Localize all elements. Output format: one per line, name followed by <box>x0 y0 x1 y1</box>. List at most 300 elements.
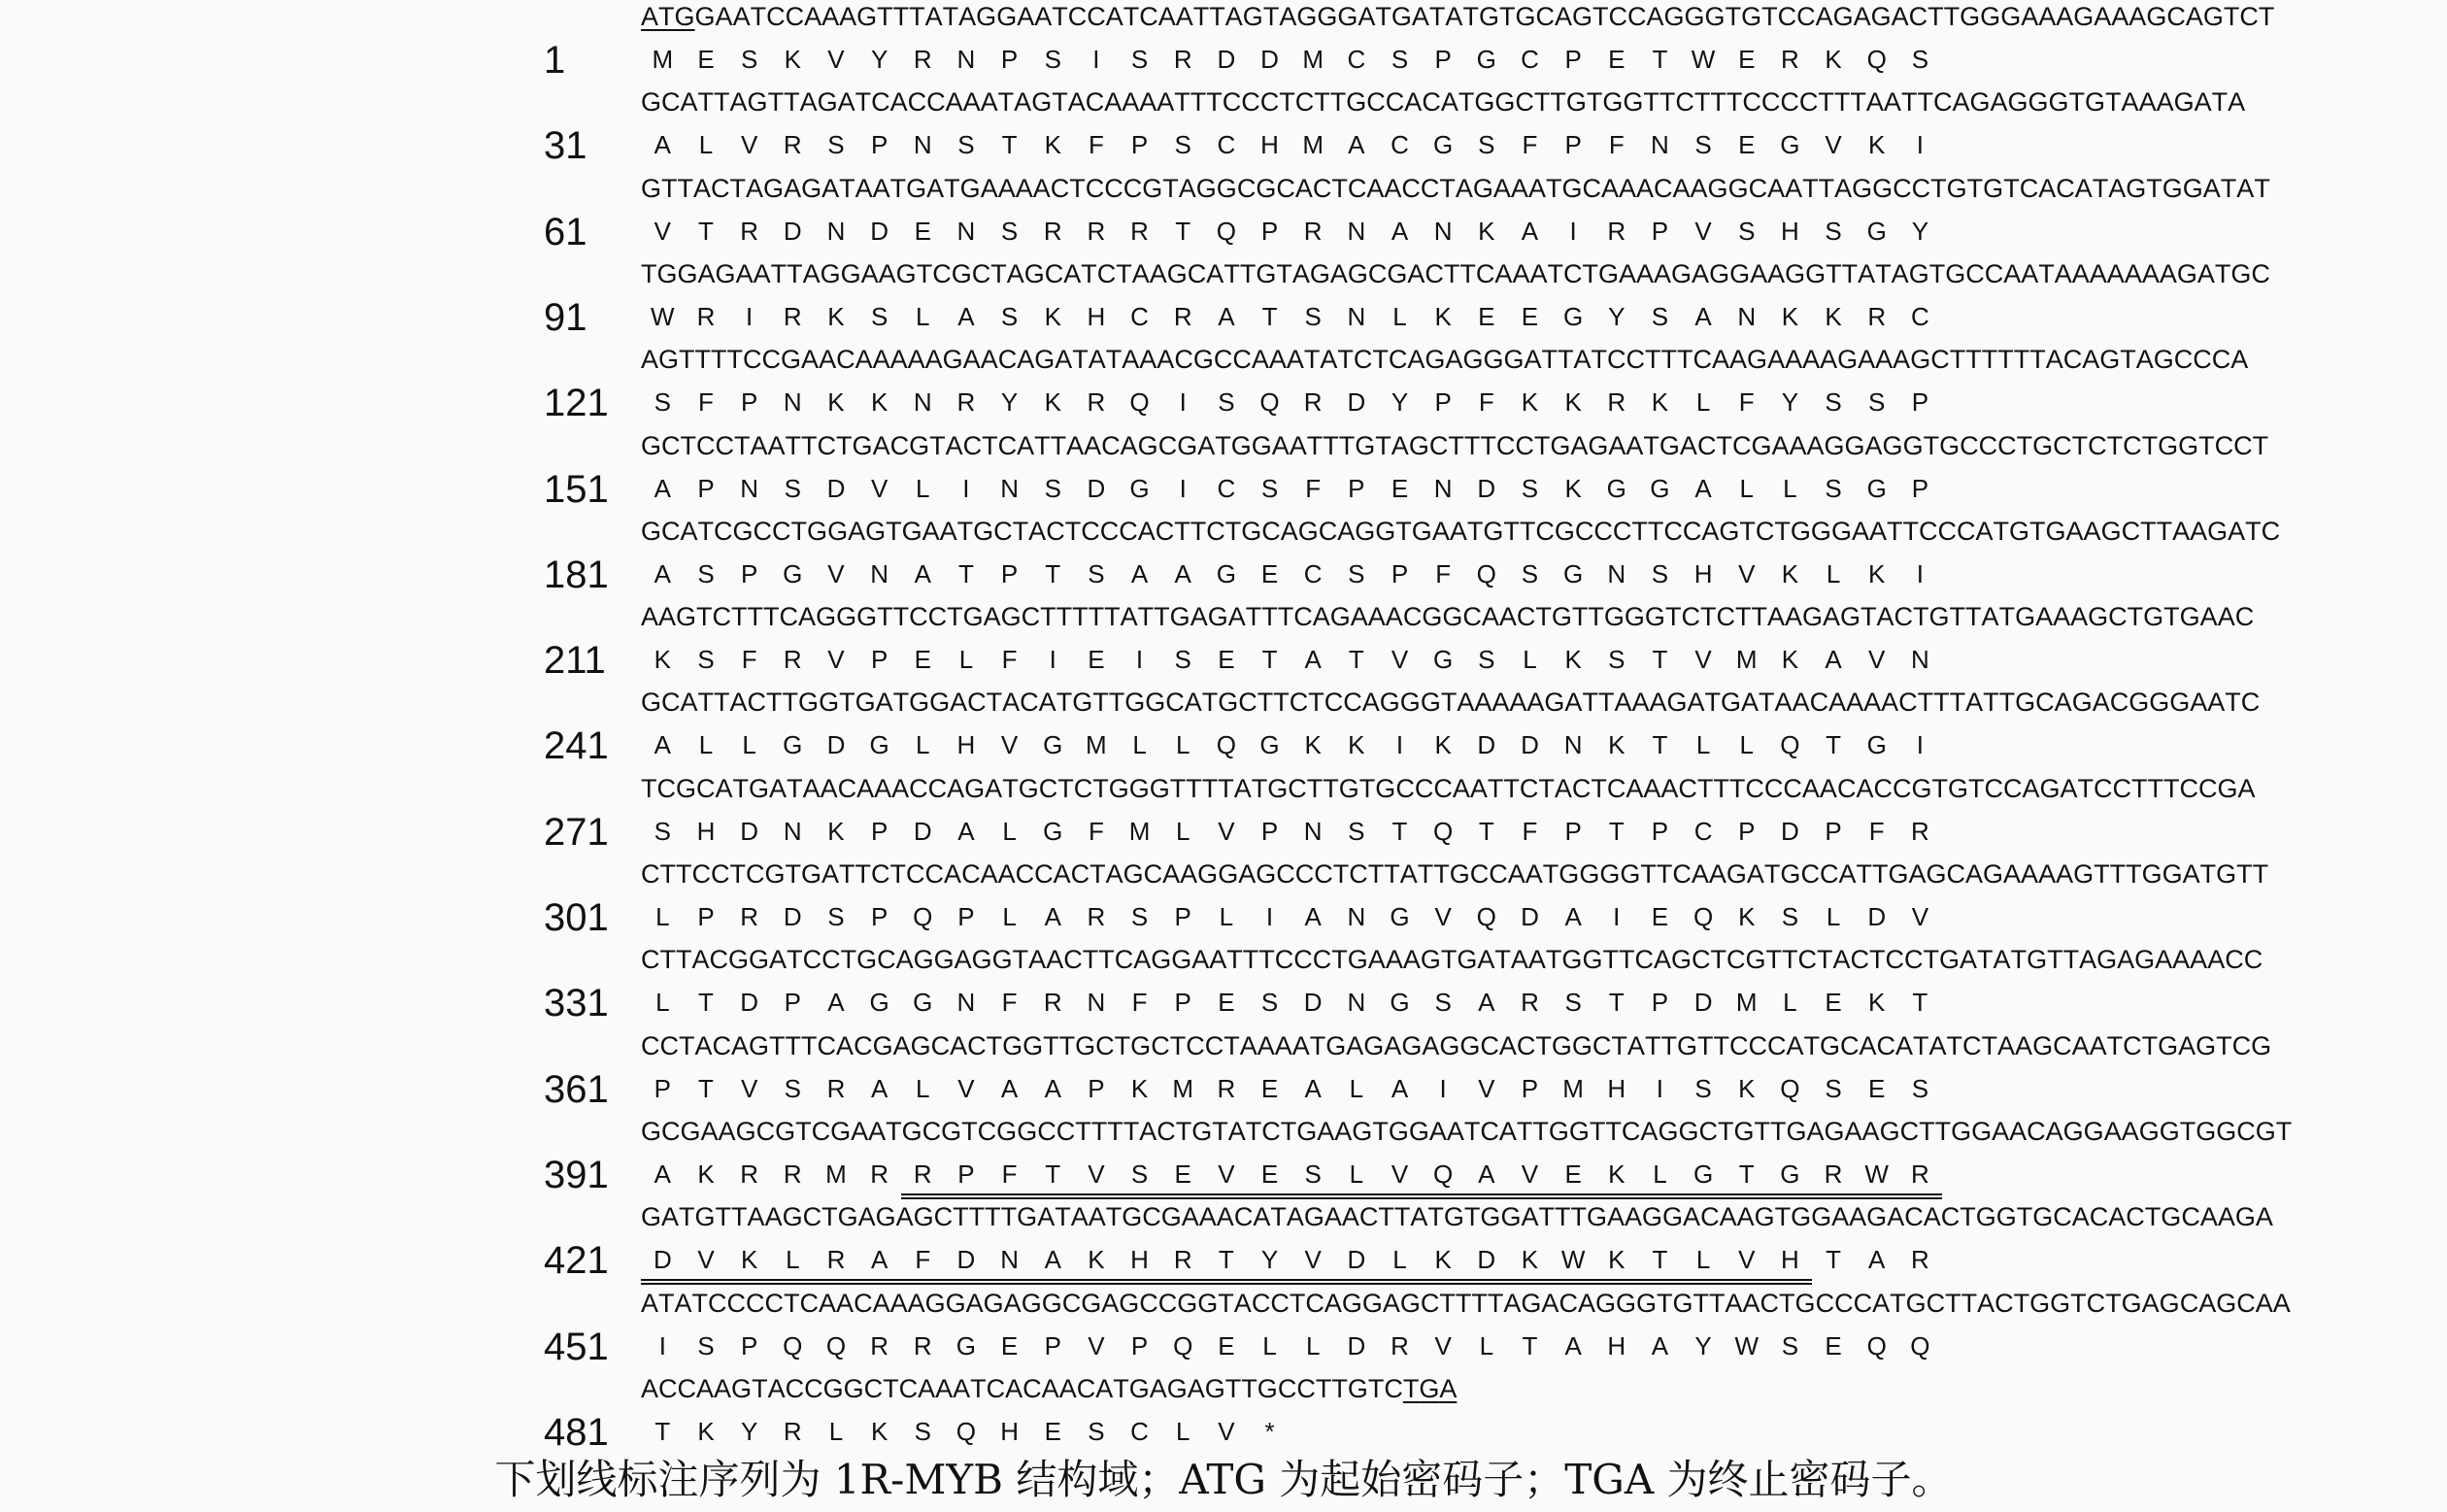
nucleotide: T <box>1123 2 1140 31</box>
nucleotide: G <box>1388 1116 1409 1146</box>
nucleotide: T <box>2013 1288 2030 1318</box>
nucleotide: C <box>711 173 730 203</box>
nucleotide: C <box>927 602 948 632</box>
nucleotide: T <box>1588 602 1604 632</box>
nucleotide: G <box>1928 602 1950 632</box>
nucleotide: G <box>1166 258 1188 288</box>
nucleotide: T <box>1433 859 1450 889</box>
nucleotide: A <box>2178 1030 2196 1060</box>
nucleotide: G <box>1379 688 1400 718</box>
amino-acid: T <box>1652 45 1668 74</box>
nucleotide: G <box>1751 430 1772 460</box>
nucleotide: A <box>1227 1116 1246 1146</box>
amino-acid: Q <box>955 1416 977 1446</box>
nucleotide: G <box>1122 1202 1143 1232</box>
amino-acid: S <box>1478 130 1495 160</box>
amino-acid: P <box>1434 45 1452 74</box>
nucleotide: G <box>1733 1116 1755 1146</box>
nucleotide: G <box>1635 1288 1657 1318</box>
amino-acid: E <box>1088 645 1105 675</box>
nucleotide: G <box>1149 773 1170 803</box>
nucleotide: G <box>1123 859 1144 889</box>
nucleotide: A <box>1063 258 1082 288</box>
nucleotide: G <box>996 2 1018 31</box>
amino-acid: P <box>784 988 801 1018</box>
nucleotide: T <box>2094 859 2110 889</box>
amino-acid: D <box>740 816 759 846</box>
amino-acid: K <box>1508 1243 1552 1276</box>
nucleotide: T <box>1869 945 1886 975</box>
nucleotide: T <box>2179 1116 2196 1146</box>
amino-acid: I <box>1092 45 1100 74</box>
nucleotide: C <box>753 516 773 546</box>
amino-acid: E <box>1218 645 1235 675</box>
nucleotide: T <box>1494 945 1511 975</box>
nucleotide: C <box>2179 1288 2199 1318</box>
nucleotide: A <box>1990 87 2008 118</box>
nucleotide: G <box>1317 2 1338 31</box>
nucleotide: C <box>1904 1202 1924 1232</box>
amino-acid: P <box>1174 988 1191 1018</box>
nucleotide: G <box>901 1116 922 1146</box>
nucleotide: T <box>2106 430 2124 460</box>
nucleotide: T <box>2245 516 2262 546</box>
nucleotide: T <box>1114 1030 1131 1060</box>
amino-acid: S <box>1118 1158 1161 1191</box>
nucleotide: G <box>945 1288 966 1318</box>
nucleotide: A <box>1789 430 1807 460</box>
nucleotide: C <box>1873 773 1893 803</box>
amino-acid: V <box>1218 816 1235 846</box>
nucleotide: C <box>2166 2 2186 31</box>
nucleotide: T <box>1439 1288 1456 1318</box>
nucleotide: G <box>2159 1288 2180 1318</box>
nucleotide: G <box>2028 87 2049 118</box>
nucleotide: A <box>1088 1202 1106 1232</box>
nucleotide: T <box>1050 430 1067 460</box>
nucleotide: T <box>889 173 907 203</box>
amino-acid: G <box>1866 216 1887 246</box>
nucleotide: C <box>712 602 732 632</box>
nucleotide: G <box>680 1116 701 1146</box>
amino-acid: P <box>1564 816 1582 846</box>
nucleotide: A <box>1564 688 1583 718</box>
nucleotide: C <box>1898 688 1918 718</box>
nucleotide: A <box>746 173 764 203</box>
nucleotide: G <box>2216 859 2237 889</box>
protein-sequence <box>641 643 1942 676</box>
amino-acid: K <box>1044 130 1061 160</box>
amino-acid: V <box>1434 1330 1452 1361</box>
nucleotide: C <box>2108 602 2128 632</box>
nucleotide: A <box>1105 2 1123 31</box>
nucleotide: G <box>1041 1288 1062 1318</box>
nucleotide: A <box>1187 1373 1205 1403</box>
nucleotide: A <box>2141 258 2160 288</box>
nucleotide: A <box>1856 773 1874 803</box>
nucleotide: A <box>2053 602 2071 632</box>
nucleotide: T <box>877 602 893 632</box>
nucleotide: G <box>1684 2 1705 31</box>
amino-acid: S <box>654 387 671 418</box>
amino-acid: F <box>1738 387 1755 418</box>
nucleotide: A <box>1190 602 1208 632</box>
nucleotide: C <box>1798 87 1819 118</box>
nucleotide: T <box>1088 602 1105 632</box>
nucleotide: T <box>1098 945 1115 975</box>
nucleotide: T <box>729 859 746 889</box>
protein-sequence <box>641 300 1942 333</box>
nucleotide: A <box>1404 87 1423 118</box>
nucleotide: T <box>1262 2 1280 31</box>
nucleotide: T <box>1774 516 1791 546</box>
nucleotide: A <box>2038 859 2057 889</box>
nucleotide: C <box>1663 516 1683 546</box>
amino-acid: M <box>1172 1073 1194 1103</box>
nucleotide: T <box>1949 345 1966 375</box>
nucleotide: A <box>875 688 893 718</box>
amino-acid: G <box>1562 301 1584 331</box>
nucleotide: A <box>1317 1116 1335 1146</box>
nucleotide: T <box>2131 773 2148 803</box>
nucleotide: C <box>1978 430 1998 460</box>
nucleotide: A <box>2138 87 2157 118</box>
nucleotide: C <box>1783 773 1802 803</box>
nucleotide: A <box>1858 258 1876 288</box>
nucleotide: A <box>1844 1116 1862 1146</box>
nucleotide: C <box>2214 430 2234 460</box>
nucleotide: C <box>1612 516 1632 546</box>
amino-acid: E <box>1738 130 1756 160</box>
nucleotide: A <box>2003 258 2022 288</box>
nucleotide: T <box>1012 945 1029 975</box>
protein-sequence <box>641 1158 1942 1191</box>
nucleotide: G <box>1341 1288 1362 1318</box>
nucleotide: A <box>1181 1202 1199 1232</box>
nucleotide: T <box>1602 945 1619 975</box>
nucleotide: G <box>1256 173 1277 203</box>
nucleotide: A <box>1084 430 1102 460</box>
nucleotide: C <box>1037 1116 1056 1146</box>
nucleotide: T <box>1886 516 1903 546</box>
nucleotide: A <box>1802 345 1821 375</box>
nucleotide: A <box>1271 430 1290 460</box>
nucleotide: G <box>1204 1373 1225 1403</box>
sequence-row <box>0 429 2447 515</box>
nucleotide: A <box>1238 859 1257 889</box>
nucleotide: C <box>1475 258 1495 288</box>
nucleotide: A <box>1017 2 1035 31</box>
amino-acid: S <box>1260 988 1279 1018</box>
nucleotide: A <box>1875 345 1894 375</box>
nucleotide: G <box>801 173 822 203</box>
nucleotide: G <box>1503 345 1525 375</box>
amino-acid: L <box>1783 988 1797 1018</box>
nucleotide: C <box>1626 345 1646 375</box>
nucleotide: A <box>1452 773 1470 803</box>
amino-acid: K <box>1868 558 1886 588</box>
nucleotide: T <box>2144 1202 2162 1232</box>
nucleotide: T <box>1154 602 1170 632</box>
nucleotide: T <box>1704 688 1722 718</box>
amino-acid: T <box>1031 1158 1075 1191</box>
nucleotide: A <box>1792 688 1810 718</box>
nucleotide: T <box>1116 258 1132 288</box>
nucleotide: T <box>1443 258 1460 288</box>
nucleotide: C <box>863 1373 884 1403</box>
nucleotide: T <box>1201 773 1219 803</box>
nucleotide: T <box>1967 773 1985 803</box>
nucleotide: A <box>1554 2 1572 31</box>
amino-acid: Y <box>870 45 888 74</box>
nucleotide: A <box>1541 1288 1559 1318</box>
nucleotide: A <box>2056 2 2074 31</box>
protein-sequence <box>641 472 1942 505</box>
amino-acid: M <box>1735 645 1758 675</box>
figure-caption: 下划线标注序列为 1R-MYB 结构域；ATG 为起始密码子；TGA 为终止密码子。 <box>494 1456 1953 1503</box>
nucleotide: T <box>1303 345 1321 375</box>
nucleotide: C <box>661 87 681 118</box>
nucleotide: G <box>2230 258 2252 288</box>
nucleotide: G <box>1824 430 1845 460</box>
amino-acid: A <box>1651 1330 1669 1361</box>
nucleotide: C <box>1384 1373 1403 1403</box>
nucleotide: G <box>1709 258 1730 288</box>
nucleotide: G <box>1191 1116 1213 1146</box>
amino-acid: S <box>740 45 758 74</box>
nucleotide: T <box>787 258 803 288</box>
nucleotide: G <box>1819 1030 1840 1060</box>
amino-acid: K <box>827 816 845 846</box>
nucleotide: A <box>1477 945 1495 975</box>
nucleotide: G <box>2255 1116 2276 1146</box>
nucleotide: G <box>1741 2 1762 31</box>
nucleotide: A <box>1446 1116 1464 1146</box>
nucleotide: T <box>1605 1116 1622 1146</box>
nucleotide: T <box>1759 688 1775 718</box>
nucleotide: T <box>1455 1288 1472 1318</box>
nucleotide: T <box>1378 1202 1394 1232</box>
amino-acid: R <box>1087 902 1106 931</box>
nucleotide: T <box>1279 87 1295 118</box>
nucleotide: C <box>1559 1288 1578 1318</box>
amino-acid: F <box>1868 816 1885 846</box>
nucleotide: A <box>1439 1373 1458 1403</box>
amino-acid: S <box>1694 1073 1712 1103</box>
amino-acid: K <box>654 645 671 675</box>
amino-acid: T <box>1001 130 1018 160</box>
nucleotide: A <box>962 345 981 375</box>
amino-acid: D <box>740 988 759 1018</box>
nucleotide: G <box>2100 516 2122 546</box>
amino-acid: V <box>827 45 845 74</box>
nucleotide: C <box>1324 688 1344 718</box>
nucleotide: T <box>886 516 902 546</box>
nucleotide: T <box>1998 688 2016 718</box>
nucleotide: A <box>2199 602 2218 632</box>
nucleotide: A <box>889 345 908 375</box>
nucleotide: G <box>1108 773 1129 803</box>
nucleotide: C <box>997 430 1018 460</box>
nucleotide: A <box>1618 173 1636 203</box>
nucleotide: C <box>2112 773 2132 803</box>
nucleotide: T <box>1372 345 1389 375</box>
amino-acid: F <box>901 1243 945 1276</box>
nucleotide: A <box>1015 173 1033 203</box>
nucleotide: G <box>2073 859 2095 889</box>
protein-sequence <box>641 1243 1942 1276</box>
nucleotide: C <box>1634 945 1654 975</box>
nucleotide: T <box>1440 945 1458 975</box>
nucleotide: A <box>1058 1373 1077 1403</box>
nucleotide: G <box>1480 1202 1501 1232</box>
nucleotide: C <box>1462 602 1482 632</box>
nucleotide: G <box>1551 1030 1572 1060</box>
amino-acid: T <box>1478 816 1494 846</box>
nucleotide: A <box>1521 1202 1539 1232</box>
nucleotide: A <box>950 688 968 718</box>
nucleotide: C <box>854 1288 873 1318</box>
nucleotide: G <box>2162 173 2183 203</box>
nucleotide: G <box>676 602 697 632</box>
nucleotide: G <box>1151 945 1172 975</box>
nucleotide: C <box>1681 602 1700 632</box>
nucleotide: T <box>1923 945 1940 975</box>
nucleotide: G <box>2032 1202 2054 1232</box>
nucleotide: G <box>1597 258 1619 288</box>
nucleotide: G <box>676 773 697 803</box>
nucleotide: T <box>1946 1030 1963 1060</box>
nucleotide: C <box>1222 87 1242 118</box>
nucleotide: T <box>1977 945 1994 975</box>
amino-acid: M <box>1128 816 1151 846</box>
nucleotide: C <box>1139 1288 1158 1318</box>
amino-acid: I <box>1569 216 1577 246</box>
nucleotide: T <box>1913 1030 1929 1060</box>
amino-acid: E <box>1868 1073 1886 1103</box>
nucleotide: T <box>1591 773 1607 803</box>
nucleotide: C <box>1892 773 1912 803</box>
sequence-row <box>0 343 2447 428</box>
nucleotide: C <box>2233 430 2253 460</box>
amino-acid: A <box>1391 1073 1409 1103</box>
amino-acid: G <box>955 1330 977 1361</box>
nucleotide: T <box>1276 258 1292 288</box>
nucleotide: C <box>1796 2 1816 31</box>
nucleotide: C <box>930 1030 951 1060</box>
nucleotide: A <box>1014 87 1032 118</box>
nucleotide: A <box>1606 1202 1625 1232</box>
nucleotide: A <box>680 87 698 118</box>
nucleotide: C <box>1535 516 1555 546</box>
nucleotide: A <box>2228 516 2246 546</box>
dna-sequence <box>641 600 2255 633</box>
nucleotide: T <box>2147 773 2164 803</box>
nucleotide: G <box>1457 945 1478 975</box>
nucleotide: G <box>1346 87 1367 118</box>
nucleotide: A <box>1742 1288 1760 1318</box>
nucleotide: T <box>2236 859 2253 889</box>
amino-acid: H <box>956 730 976 760</box>
nucleotide: T <box>1965 602 1982 632</box>
nucleotide: G <box>1658 1116 1679 1146</box>
nucleotide: C <box>1294 859 1315 889</box>
amino-acid: V <box>1694 216 1712 246</box>
protein-sequence <box>641 386 1942 419</box>
amino-acid: P <box>1130 1330 1149 1361</box>
nucleotide: A <box>1449 516 1467 546</box>
nucleotide: A <box>1239 1030 1257 1060</box>
amino-acid: N <box>1347 902 1366 931</box>
amino-acid: K <box>870 1416 888 1446</box>
nucleotide: A <box>1055 345 1073 375</box>
nucleotide: C <box>1760 87 1781 118</box>
nucleotide: G <box>1022 1030 1044 1060</box>
nucleotide: G <box>641 688 662 718</box>
nucleotide: A <box>767 430 786 460</box>
nucleotide: A <box>1872 1288 1891 1318</box>
amino-acid: I <box>658 1330 666 1361</box>
nucleotide: C <box>1894 602 1914 632</box>
nucleotide: T <box>2198 430 2215 460</box>
nucleotide: G <box>1785 258 1806 288</box>
nucleotide: A <box>1750 258 1768 288</box>
residue-number: 91 <box>544 295 587 339</box>
nucleotide: A <box>1507 859 1525 889</box>
amino-acid: P <box>870 130 888 160</box>
nucleotide: C <box>1151 1030 1170 1060</box>
nucleotide: T <box>2214 258 2231 288</box>
nucleotide: A <box>980 87 998 118</box>
amino-acid: D <box>1521 902 1539 931</box>
nucleotide: T <box>1241 1373 1257 1403</box>
amino-acid: E <box>1738 45 1756 74</box>
nucleotide: G <box>1951 1116 1972 1146</box>
nucleotide: G <box>1908 258 1929 288</box>
nucleotide: G <box>2032 1030 2054 1060</box>
nucleotide: G <box>2000 2 2022 31</box>
nucleotide: A <box>2009 1116 2028 1146</box>
nucleotide: G <box>1852 173 1873 203</box>
nucleotide: A <box>1324 1288 1342 1318</box>
nucleotide: T <box>696 602 713 632</box>
nucleotide: A <box>1279 2 1297 31</box>
nucleotide: T <box>697 516 715 546</box>
nucleotide: A <box>1928 1030 1947 1060</box>
amino-acid: A <box>914 558 931 588</box>
nucleotide: C <box>1672 859 1692 889</box>
amino-acid: P <box>1434 387 1452 418</box>
nucleotide: T <box>1498 2 1516 31</box>
nucleotide: C <box>711 859 730 889</box>
amino-acid: T <box>654 1416 671 1446</box>
nucleotide: G <box>1023 258 1045 288</box>
nucleotide: A <box>2272 1288 2291 1318</box>
amino-acid: D <box>1781 816 1799 846</box>
amino-acid: H <box>1607 1330 1626 1361</box>
nucleotide: T <box>2140 516 2157 546</box>
nucleotide: C <box>1834 1288 1854 1318</box>
nucleotide: A <box>1104 87 1123 118</box>
amino-acid: Y <box>740 1416 758 1446</box>
nucleotide: C <box>1063 945 1083 975</box>
nucleotide: A <box>2108 1202 2127 1232</box>
amino-acid: Q <box>1129 387 1150 418</box>
nucleotide: A <box>799 87 818 118</box>
amino-acid: V <box>1205 1158 1249 1191</box>
nucleotide: T <box>1817 945 1833 975</box>
amino-acid: R <box>1087 216 1106 246</box>
